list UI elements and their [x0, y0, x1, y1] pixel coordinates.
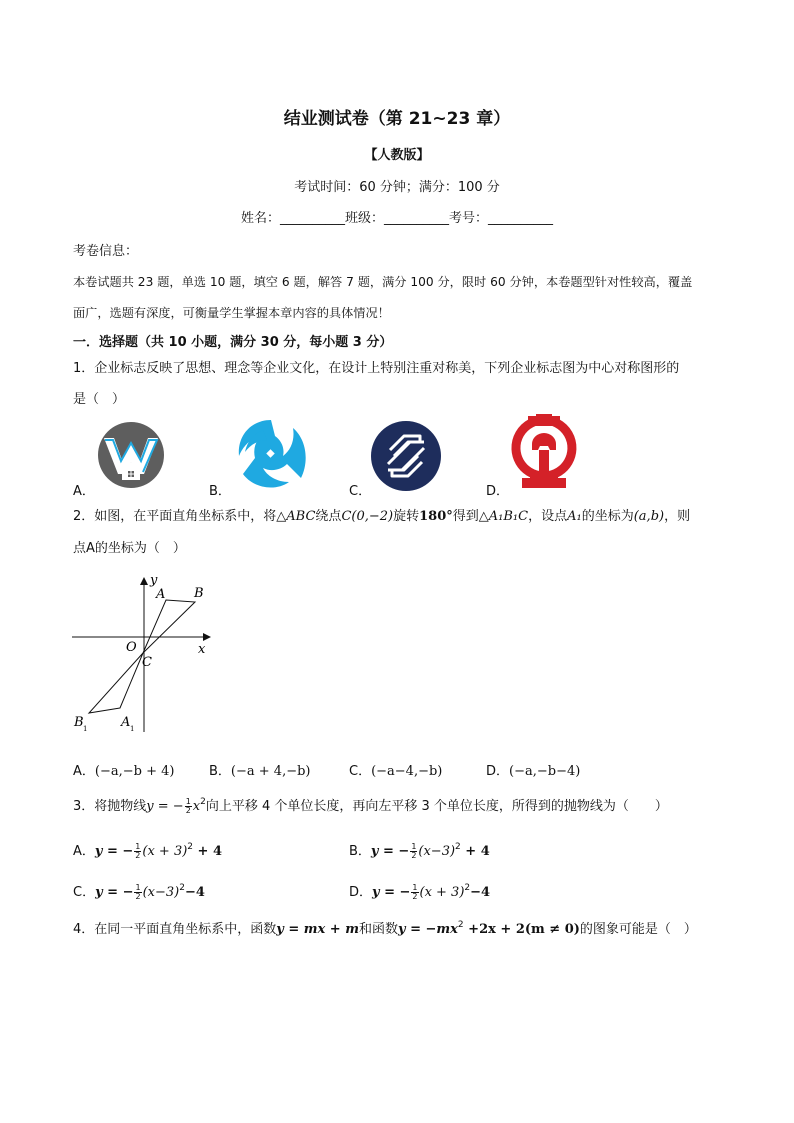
q2-angle: 180°	[419, 509, 453, 524]
q1-stem-line2: 是（ ）	[73, 392, 126, 407]
q2-coordinate-figure	[68, 572, 216, 738]
student-fields	[0, 207, 794, 226]
w-house-logo-icon	[96, 420, 166, 490]
q2-option-d[interactable]: D．(−a,−b−4)	[486, 764, 581, 779]
q3-option-d[interactable]: D．y = − $\frac{1}{2}$ $(x + 3)^2-4$	[349, 883, 491, 901]
q4-function-2: y = −mx	[398, 922, 458, 937]
railway-logo-icon	[508, 414, 580, 492]
q1-option-b[interactable]: B．	[209, 484, 231, 499]
swirl-logo-icon	[233, 416, 309, 492]
q1-option-c[interactable]: C．	[349, 484, 372, 499]
q2-point-c: C(0,−2)	[341, 509, 394, 524]
number-label: 考号：	[449, 211, 489, 226]
label-b1: B	[74, 715, 84, 730]
triangle-abc	[143, 600, 195, 653]
q1-stem-line1: 1．企业标志反映了思想、理念等企业文化，在设计上特别注重对称美，下列企业标志图为中心对称图形的	[73, 361, 680, 376]
label-b1-sub: 1	[83, 725, 88, 733]
info-line-1: 本卷试题共 23 题，单选 10 题，填空 6 题，解答 7 题，满分 100 分，限时 60 分钟，本卷题型针对性较高，覆盖	[73, 275, 693, 289]
q2-option-a[interactable]: A．(−a,−b + 4)	[73, 764, 175, 779]
page-title: 结业测试卷（第 21~23 章）	[283, 109, 511, 129]
q3-option-b[interactable]: B．y = − $\frac{1}{2}$ $(x-3)^2 + 4$	[349, 842, 490, 860]
q3-option-c[interactable]: C．y = − $\frac{1}{2}$ $(x-3)^2-4$	[73, 883, 205, 901]
info-line-2: 面广，选题有深度，可衡量学生掌握本章内容的具体情况！	[73, 306, 390, 320]
q2-stem-line2: 点A的坐标为（ ）	[73, 541, 186, 556]
q2-option-c[interactable]: C．(−a−4,−b)	[349, 764, 443, 779]
exam-meta: 考试时间：60 分钟；满分：100 分	[294, 180, 500, 195]
class-label: 班级：	[344, 211, 384, 226]
label-a: A	[156, 587, 166, 602]
china-mobile-logo-icon	[370, 420, 442, 492]
info-heading: 考卷信息：	[73, 244, 139, 259]
triangle-a1b1c	[89, 653, 143, 713]
label-a1: A	[121, 715, 131, 730]
label-b: B	[194, 586, 204, 601]
q3-stem: 3．将抛物线y = − $\frac{1}{2}$ $x^2$向上平移 4 个单位长度，再向左平移 3 个单位长度，所得到的抛物线为（ ）	[73, 797, 668, 815]
label-x: x	[198, 642, 206, 657]
q2-triangle-a1b1c: △A₁B₁C	[478, 509, 529, 524]
q1-option-a[interactable]: A．	[73, 484, 95, 499]
label-y: y	[150, 573, 158, 588]
q2-triangle-abc: △ABC	[276, 509, 316, 524]
q2-coord: (a,b)	[633, 509, 665, 524]
number-blank[interactable]: __________	[488, 211, 554, 226]
q2-stem-line1: 2．如图，在平面直角坐标系中，将△ABC绕点C(0,−2)旋转180°得到△A₁B₁C，设点A₁的坐标为(a,b)，则	[73, 509, 691, 524]
q1-option-d[interactable]: D．	[486, 484, 510, 499]
q2-option-b[interactable]: B．(−a + 4,−b)	[209, 764, 311, 779]
name-label: 姓名：	[240, 211, 280, 226]
label-a1-sub: 1	[130, 725, 135, 733]
name-blank[interactable]: __________	[279, 211, 345, 226]
section-heading: 一．选择题（共 10 小题，满分 30 分，每小题 3 分）	[73, 335, 393, 350]
label-c: C	[142, 655, 152, 670]
edition-label: 【人教版】	[364, 148, 430, 163]
q2-point-a1: A₁	[567, 509, 582, 524]
q4-function-1: y = mx + m	[276, 922, 359, 937]
class-blank[interactable]: __________	[384, 211, 449, 226]
q3-option-a[interactable]: A．y = − $\frac{1}{2}$ $(x + 3)^2 + 4$	[73, 842, 223, 860]
label-o: O	[126, 640, 137, 655]
q4-stem: 4．在同一平面直角坐标系中，函数y = mx + m和函数$y = -mx^2 +2x + 2(m \ne 0)$的图象可能是（ ）	[73, 920, 697, 937]
